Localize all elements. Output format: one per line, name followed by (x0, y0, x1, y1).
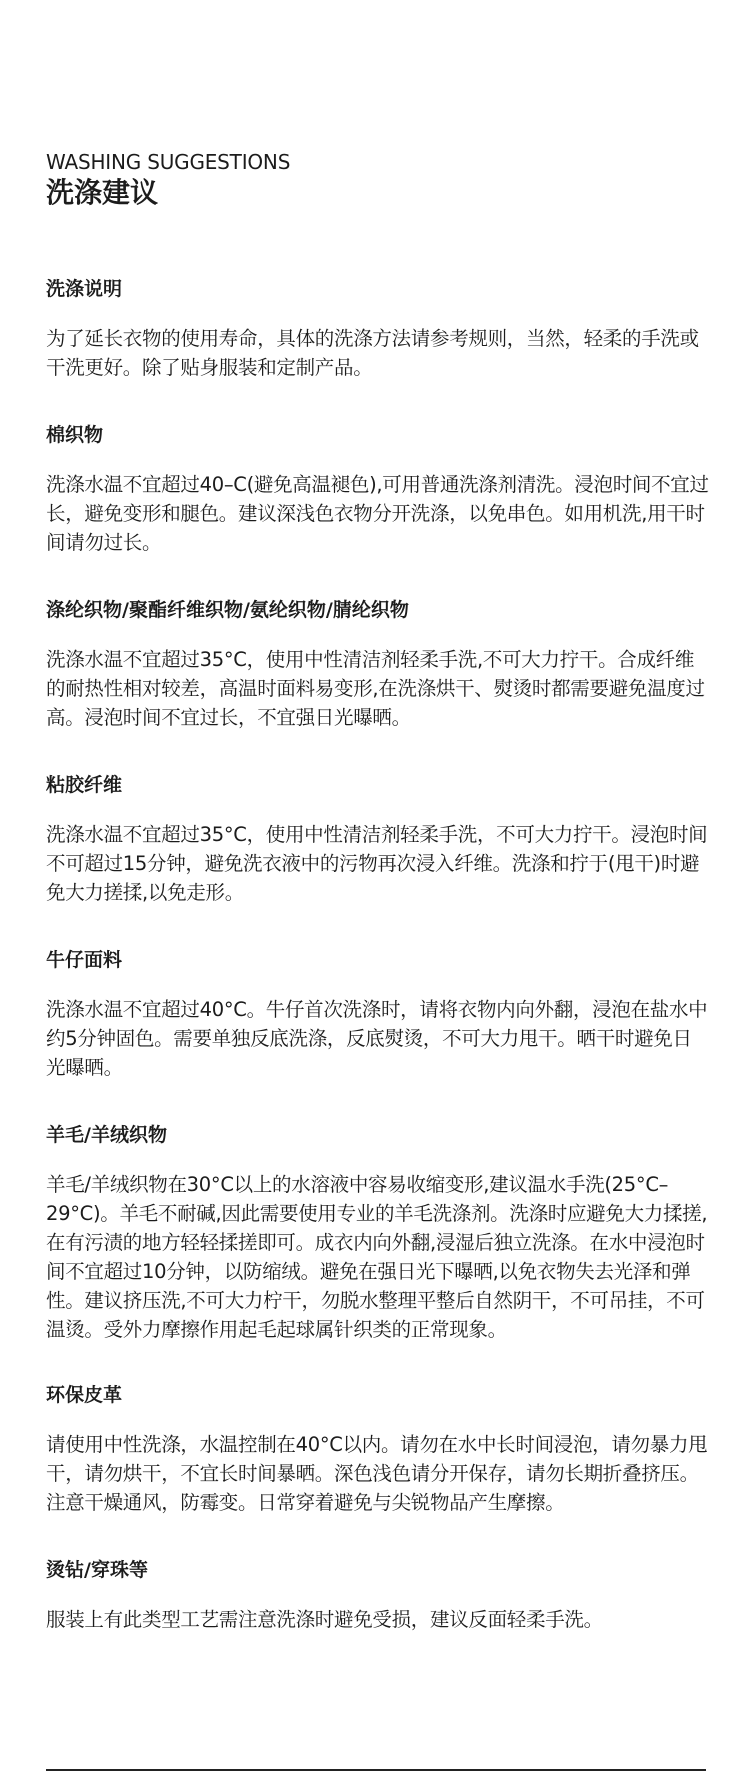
section-title: 棉织物 (46, 424, 104, 446)
section-cotton (46, 422, 710, 557)
section-synthetic-fabrics (46, 597, 710, 732)
section-title: 羊毛/羊绒织物 (46, 1124, 167, 1146)
section-body: 洗涤水温不宜超过35°C，使用中性清洁剂轻柔手洗，不可大力拧干。浸泡时间不可超过15分钟，避免洗衣液中的污物再次浸入纤维。洗涤和拧于(甩干)时避免大力搓揉,以免走形。 (46, 823, 708, 904)
section-rhinestone-beading (46, 1557, 710, 1634)
section-body: 洗涤水温不宜超过35°C，使用中性清洁剂轻柔手洗,不可大力拧干。合成纤维的耐热性相对较差，高温时面料易变形,在洗涤烘干、熨烫时都需要避免温度过高。浸泡时间不宜过长，不宜强日光曝晒。 (46, 648, 705, 729)
section-denim (46, 947, 710, 1082)
section-body: 服装上有此类型工艺需注意洗涤时避免受损，建议反面轻柔手洗。 (46, 1608, 603, 1631)
section-title: 粘胶纤维 (46, 774, 123, 796)
section-title: 涤纶织物/聚酯纤维织物/氨纶织物/腈纶织物 (46, 599, 409, 621)
section-title: 烫钻/穿珠等 (46, 1559, 148, 1581)
section-title: 牛仔面料 (46, 949, 123, 971)
section-title: 洗涤说明 (46, 278, 123, 300)
page-header (46, 150, 706, 211)
section-body: 为了延长衣物的使用寿命，具体的洗涤方法请参考规则，当然，轻柔的手洗或干洗更好。除了贴身服装和定制产品。 (46, 327, 699, 379)
section-body: 请使用中性洗涤，水温控制在40°C以内。请勿在水中长时间浸泡，请勿暴力甩干，请勿烘干，不宜长时间暴晒。深色浅色请分开保存，请勿长期折叠挤压。注意干燥通风，防霉变。日常穿着避免与尖锐物品产生摩擦。 (46, 1433, 708, 1514)
section-wool-cashmere (46, 1122, 710, 1344)
section-title: 环保皮革 (46, 1384, 123, 1406)
section-eco-leather (46, 1382, 710, 1517)
section-body: 羊毛/羊绒织物在30°C以上的水溶液中容易收缩变形,建议温水手洗(25°C–29°C)。羊毛不耐碱,因此需要使用专业的羊毛洗涤剂。洗涤时应避免大力揉搓,在有污渍的地方轻轻揉搓即可。成衣内向外翻,浸湿后独立洗涤。在水中浸泡时间不宜超过10分钟，以防缩绒。避免在强日光下曝晒,以免衣物失去光泽和弹性。建议挤压洗,不可大力柠干，勿脱水整理平整后自然阴干，不可吊挂，不可温烫。受外力摩擦作用起毛起球属针织类的正常现象。 (46, 1173, 708, 1341)
section-washing-instructions (46, 276, 710, 382)
section-body: 洗涤水温不宜超过40°C。牛仔首次洗涤时，请将衣物内向外翻，浸泡在盐水中约5分钟固色。需要单独反底洗涤，反底熨烫，不可大力甩干。晒干时避免日光曝晒。 (46, 998, 708, 1079)
section-body: 洗涤水温不宜超过40–C(避免高温褪色),可用普通洗涤剂清洗。浸泡时间不宜过长，避免变形和腿色。建议深浅色衣物分开洗涤，以免串色。如用机洗,用干时间请勿过长。 (46, 473, 709, 554)
section-viscose (46, 772, 710, 907)
bottom-divider (46, 1769, 706, 1771)
page-title-en: WASHING SUGGESTIONS (46, 150, 291, 174)
page-title-zh: 洗涤建议 (46, 176, 159, 209)
